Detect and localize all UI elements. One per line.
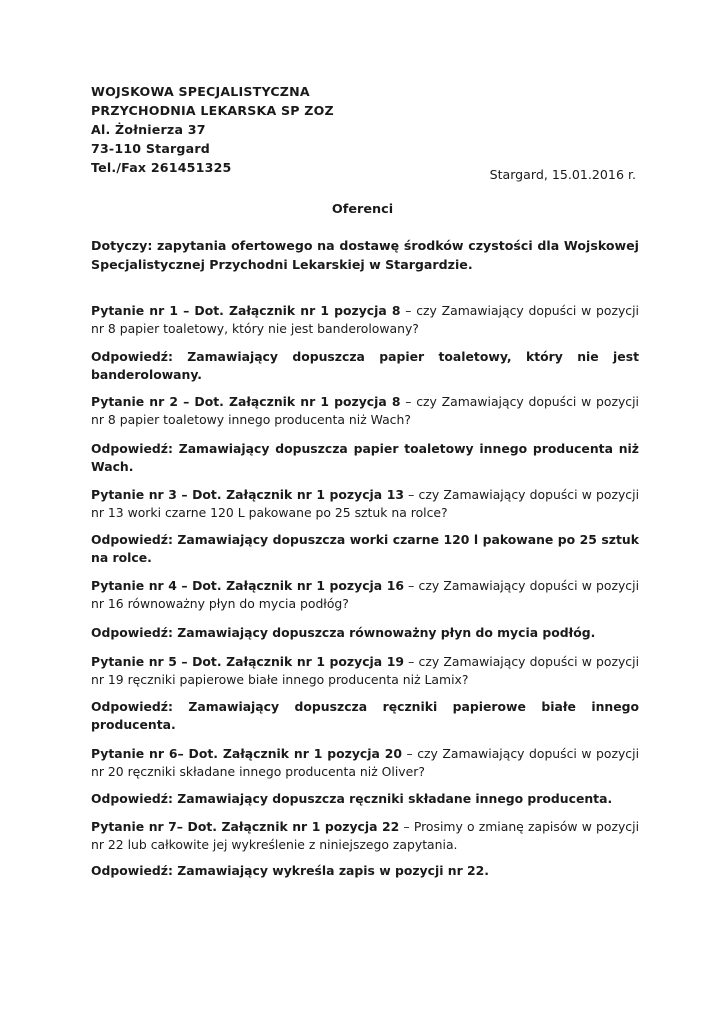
question-1-text: – czy Zamawiający dopuści w pozycji nr 8 papier toaletowy, który nie jest banderolowany? — [91, 303, 639, 336]
question-7-text: – Prosimy o zmianę zapisów w pozycji nr 22 lub całkowite jej wykreślenie z niniejszego zapytania. — [91, 819, 640, 852]
question-1 — [91, 302, 639, 338]
answer-2: Odpowiedź: Zamawiający dopuszcza papier toaletowy innego producenta niż Wach. — [91, 441, 639, 474]
answer-3: Odpowiedź: Zamawiający dopuszcza worki czarne 120 l pakowane po 25 sztuk na rolce. — [91, 532, 639, 565]
question-6-label: Pytanie nr 6– Dot. Załącznik nr 1 pozycja 20 — [91, 746, 403, 761]
question-1-label: Pytanie nr 1 – Dot. Załącznik nr 1 pozycja 8 — [91, 303, 401, 318]
question-2 — [91, 393, 639, 429]
question-2-label: Pytanie nr 2 – Dot. Załącznik nr 1 pozycja 8 — [91, 394, 401, 409]
question-5-text: – czy Zamawiający dopuści w pozycji nr 19 ręczniki papierowe białe innego producenta niż Lamix? — [91, 654, 640, 687]
question-4-text: – czy Zamawiający dopuści w pozycji nr 16 równoważny płyn do mycia podłóg? — [91, 578, 640, 611]
question-3-label: Pytanie nr 3 – Dot. Załącznik nr 1 pozycja 13 — [91, 487, 404, 502]
sender-name-line2: PRZYCHODNIA LEKARSKA SP ZOZ — [91, 103, 334, 118]
sender-postal-city: 73-110 Stargard — [91, 141, 210, 156]
sender-name-line1: WOJSKOWA SPECJALISTYCZNA — [91, 84, 310, 99]
question-3 — [91, 486, 639, 522]
answer-6: Odpowiedź: Zamawiający dopuszcza ręczniki składane innego producenta. — [91, 791, 613, 806]
subject-line: Dotyczy: zapytania ofertowego na dostawę środków czystości dla Wojskowej Specjalistycznej Przychodni Lekarskiej w Stargardzie. — [91, 238, 639, 272]
answer-1: Odpowiedź: Zamawiający dopuszcza papier toaletowy, który nie jest banderolowany. — [91, 349, 639, 382]
answer-5: Odpowiedź: Zamawiający dopuszcza ręczniki papierowe białe innego producenta. — [91, 699, 639, 732]
question-3-text: – czy Zamawiający dopuści w pozycji nr 13 worki czarne 120 L pakowane po 25 sztuk na rolce? — [91, 487, 640, 520]
question-5 — [91, 653, 639, 689]
question-7-label: Pytanie nr 7– Dot. Załącznik nr 1 pozycja 22 — [91, 819, 400, 834]
question-7 — [91, 818, 639, 854]
question-2-text: – czy Zamawiający dopuści w pozycji nr 8 papier toaletowy innego producenta niż Wach? — [91, 394, 639, 427]
question-5-label: Pytanie nr 5 – Dot. Załącznik nr 1 pozycja 19 — [91, 654, 404, 669]
question-4 — [91, 577, 639, 613]
document-date: Stargard, 15.01.2016 r. — [489, 167, 636, 182]
question-4-label: Pytanie nr 4 – Dot. Załącznik nr 1 pozycja 16 — [91, 578, 404, 593]
sender-phone-fax: Tel./Fax 261451325 — [91, 160, 232, 175]
answer-7: Odpowiedź: Zamawiający wykreśla zapis w pozycji nr 22. — [91, 863, 489, 878]
recipient-title: Oferenci — [331, 202, 394, 217]
question-6-text: – czy Zamawiający dopuści w pozycji nr 20 ręczniki składane innego producenta niż Oliver? — [91, 746, 640, 779]
sender-street: Al. Żołnierza 37 — [91, 122, 206, 137]
sender-header — [91, 82, 334, 177]
answer-4: Odpowiedź: Zamawiający dopuszcza równoważny płyn do mycia podłóg. — [91, 625, 596, 640]
question-6 — [91, 745, 639, 781]
